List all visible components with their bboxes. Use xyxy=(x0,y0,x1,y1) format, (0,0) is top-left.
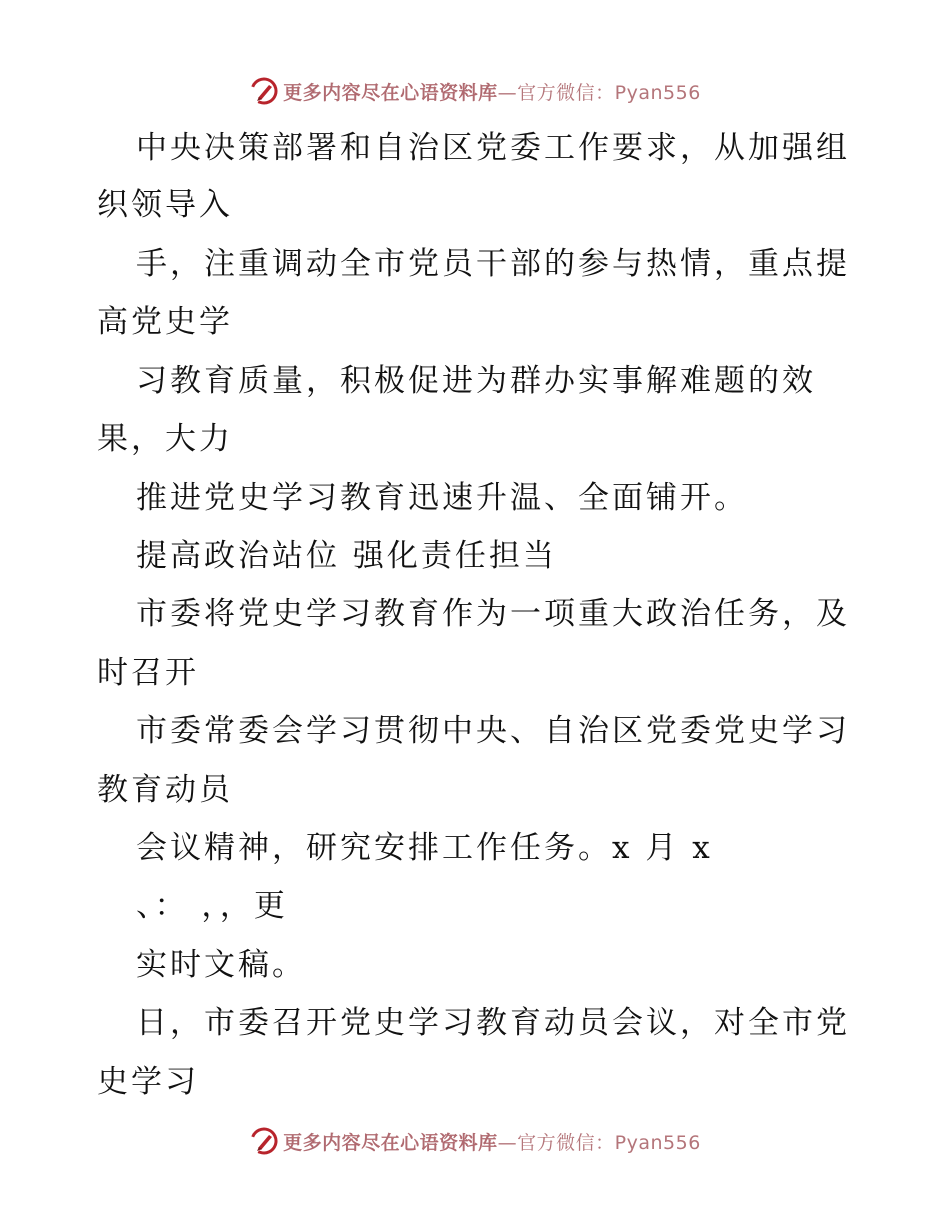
text-line: 高党史学 xyxy=(97,304,233,340)
text-line: 手，注重调动全市党员干部的参与热情，重点提 xyxy=(136,246,850,282)
watermark-contact: 官方微信：Pyan556 xyxy=(517,81,701,104)
text-line: 市委常委会学习贯彻中央、自治区党委党史学习 xyxy=(136,713,850,749)
watermark-contact: 官方微信：Pyan556 xyxy=(517,1131,701,1154)
quill-logo-icon xyxy=(249,1126,279,1156)
text-line: 织领导入 xyxy=(97,187,233,223)
text-line: 、： ，，更 xyxy=(136,888,288,924)
text-line: 会议精神，研究安排工作任务。x 月 x xyxy=(136,830,713,866)
text-line: 推进党史学习教育迅速升温、全面铺开。 xyxy=(136,480,748,516)
text-line: 市委将党史学习教育作为一项重大政治任务，及 xyxy=(136,596,850,632)
watermark-text xyxy=(283,1128,701,1155)
text-line: 时召开 xyxy=(97,655,199,691)
text-line: 教育动员 xyxy=(97,772,233,808)
footer-watermark xyxy=(0,1121,950,1161)
text-line: 史学习 xyxy=(97,1064,199,1100)
watermark-brand: 更多内容尽在心语资料库 xyxy=(283,1131,498,1154)
watermark-separator: — xyxy=(497,81,518,104)
watermark-brand: 更多内容尽在心语资料库 xyxy=(283,81,498,104)
watermark-separator: — xyxy=(497,1131,518,1154)
text-line: 果，大力 xyxy=(97,421,233,457)
section-heading: 提高政治站位 强化责任担当 xyxy=(136,538,557,574)
text-line: 中央决策部署和自治区党委工作要求，从加强组 xyxy=(136,130,850,166)
text-line: 习教育质量，积极促进为群办实事解难题的效 xyxy=(136,363,816,399)
text-line: 实时文稿。 xyxy=(136,947,306,983)
text-line: 日，市委召开党史学习教育动员会议，对全市党 xyxy=(136,1005,850,1041)
